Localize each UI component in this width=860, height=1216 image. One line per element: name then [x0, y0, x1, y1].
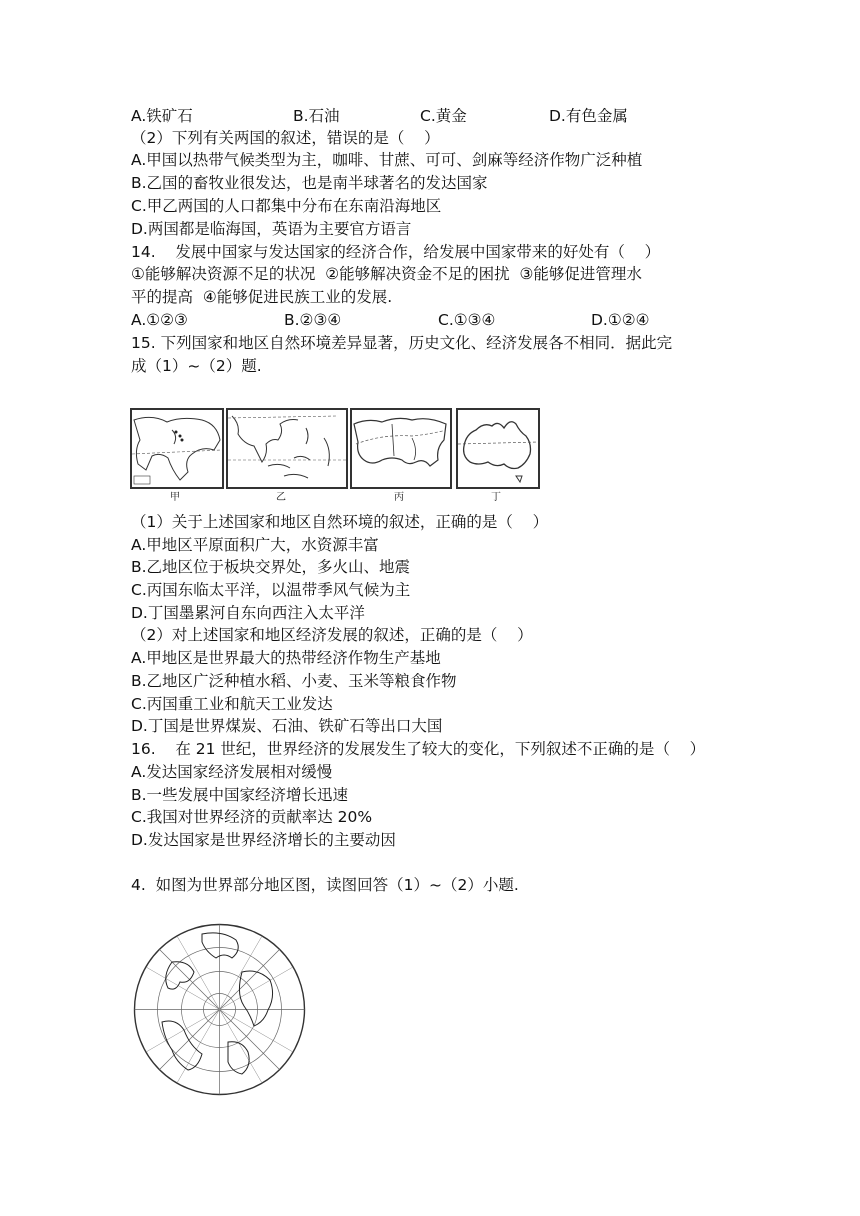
- map-label-yi: 乙: [276, 492, 286, 503]
- q13-2-option-b: B.乙国的畜牧业很发达，也是南半球著名的发达国家: [131, 174, 488, 192]
- q15-1-option-d: D.丁国墨累河自东向西注入太平洋: [131, 604, 365, 622]
- q13-option-d: D.有色金属: [549, 107, 628, 125]
- map-label-ding: 丁: [491, 492, 501, 503]
- q14-body-line1: ①能够解决资源不足的状况 ②能够解决资金不足的困扰 ③能够促进管理水: [131, 265, 642, 283]
- q16-stem: 16. 在 21 世纪，世界经济的发展发生了较大的变化，下列叙述不正确的是（ ）: [131, 740, 706, 758]
- polar-map-graphic: [132, 922, 307, 1097]
- q14-option-b: B.②③④: [284, 311, 342, 329]
- q13-option-c: C.黄金: [420, 107, 467, 125]
- q15-2-option-b: B.乙地区广泛种植水稻、小麦、玉米等粮食作物: [131, 672, 457, 690]
- q15-stem-line1: 15. 下列国家和地区自然环境差异显著，历史文化、经济发展各不相同．据此完: [131, 334, 673, 352]
- q15-2-option-a: A.甲地区是世界最大的热带经济作物生产基地: [131, 649, 441, 667]
- polar-projection-map: [132, 922, 307, 1097]
- q14-option-a: A.①②③: [131, 311, 188, 329]
- q16-option-a: A.发达国家经济发展相对缓慢: [131, 763, 333, 781]
- q13-2-stem: （2）下列有关两国的叙述，错误的是（ ）: [131, 129, 440, 147]
- q16-option-d: D.发达国家是世界经济增长的主要动因: [131, 831, 396, 849]
- q15-1-stem: （1）关于上述国家和地区自然环境的叙述，正确的是（ ）: [131, 513, 549, 531]
- q13-2-option-c: C.甲乙两国的人口都集中分布在东南沿海地区: [131, 197, 442, 215]
- q13-2-option-d: D.两国都是临海国，英语为主要官方语言: [131, 220, 412, 238]
- q15-1-option-b: B.乙地区位于板块交界处，多火山、地震: [131, 558, 411, 576]
- q15-1-option-a: A.甲地区平原面积广大，水资源丰富: [131, 536, 379, 554]
- q14-stem: 14. 发展中国家与发达国家的经济合作，给发展中国家带来的好处有（ ）: [131, 243, 661, 261]
- q14-option-c: C.①③④: [438, 311, 496, 329]
- q14-option-d: D.①②④: [591, 311, 650, 329]
- map-jia-outline: [132, 410, 222, 487]
- q15-1-option-c: C.丙国东临太平洋，以温带季风气候为主: [131, 581, 411, 599]
- q4-stem: 4. 如图为世界部分地区图，读图回答（1）~（2）小题.: [131, 876, 519, 894]
- map-label-jia: 甲: [170, 492, 180, 503]
- q15-regional-maps: [130, 408, 540, 503]
- q13-2-option-a: A.甲国以热带气候类型为主，咖啡、甘蔗、可可、剑麻等经济作物广泛种植: [131, 151, 643, 169]
- q14-body-line2: 平的提高 ④能够促进民族工业的发展.: [131, 288, 393, 306]
- map-label-bing: 丙: [394, 492, 404, 503]
- q16-option-b: B.一些发展中国家经济增长迅速: [131, 786, 349, 804]
- map-yi: [226, 408, 348, 489]
- q16-option-c: C.我国对世界经济的贡献率达 20%: [131, 808, 373, 826]
- q15-2-stem: （2）对上述国家和地区经济发展的叙述，正确的是（ ）: [131, 626, 533, 644]
- map-jia: [130, 408, 224, 489]
- map-bing: [350, 408, 452, 489]
- map-bing-outline: [352, 410, 450, 487]
- map-ding: [456, 408, 540, 489]
- q15-2-option-c: C.丙国重工业和航天工业发达: [131, 695, 333, 713]
- map-yi-outline: [228, 410, 346, 487]
- q15-stem-line2: 成（1）~（2）题.: [131, 357, 262, 375]
- q13-option-b: B.石油: [293, 107, 340, 125]
- map-ding-outline: [458, 410, 538, 487]
- q13-option-a: A.铁矿石: [131, 107, 193, 125]
- q15-2-option-d: D.丁国是世界煤炭、石油、铁矿石等出口大国: [131, 717, 443, 735]
